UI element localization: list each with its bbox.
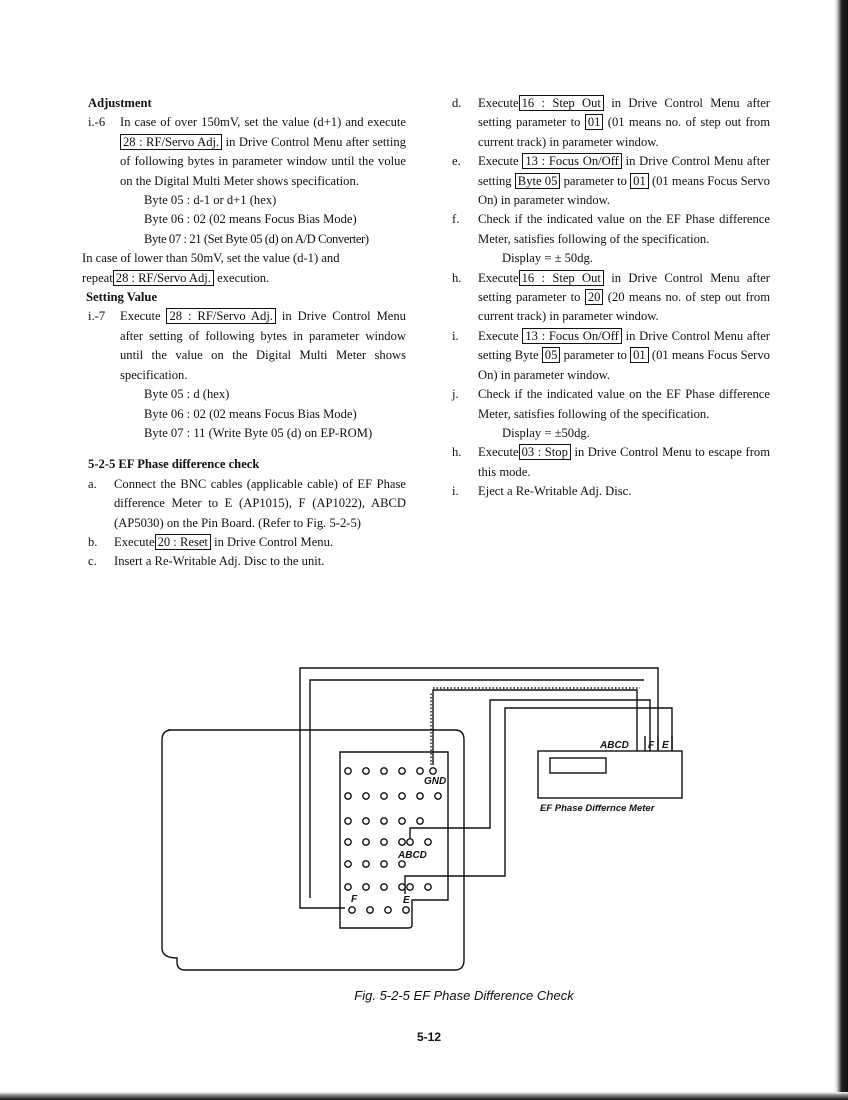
- step-label: i.-6: [88, 115, 106, 130]
- step-text-pre: Execute: [478, 154, 519, 169]
- step-h: [452, 269, 770, 327]
- figure-caption: Fig. 5-2-5 EF Phase Difference Check: [354, 988, 574, 1003]
- pin-hole: [381, 793, 387, 799]
- pin-hole: [381, 818, 387, 824]
- pin-hole: [407, 884, 413, 890]
- step-text-mid: in Drive Control Menu after setting Byte: [478, 328, 770, 363]
- pin-hole: [381, 768, 387, 774]
- step-text-pre: Execute: [478, 445, 519, 460]
- pin-hole: [403, 907, 409, 913]
- lower-line: In case of lower than 50mV, set the value (d-1) and: [82, 251, 340, 266]
- parameter-box: 01: [630, 347, 649, 363]
- cable-abcd: [410, 700, 650, 842]
- command-box: 20 : Reset: [155, 534, 211, 550]
- step-text-post: in Drive Control Menu to escape from this mode.: [478, 445, 770, 479]
- command-box: 28 : RF/Servo Adj.: [120, 134, 222, 150]
- step-label: b.: [88, 534, 98, 549]
- byte-line: Byte 06 : 02 (02 means Focus Bias Mode): [144, 406, 357, 421]
- pin-hole: [345, 768, 351, 774]
- step-label: f.: [452, 212, 460, 227]
- step-i7: [88, 307, 406, 385]
- pin-hole: [425, 884, 431, 890]
- cable-e: [405, 708, 672, 894]
- step-label: a.: [88, 476, 97, 491]
- step-text-post: (20 means no. of step out from current track) in parameter window.: [478, 290, 770, 324]
- pin-hole: [399, 768, 405, 774]
- step-text: Insert a Re-Writable Adj. Disc to the unit.: [114, 554, 325, 569]
- command-box: 13 : Focus On/Off: [522, 328, 622, 344]
- step-label: d.: [452, 96, 462, 110]
- pin-hole: [435, 793, 441, 799]
- pin-hole: [345, 861, 351, 867]
- lower-post: execution.: [217, 270, 270, 285]
- step-a: [88, 475, 406, 533]
- pin-hole: [363, 793, 369, 799]
- lower-pre: repeat: [82, 270, 113, 285]
- parameter-box: 01: [585, 114, 604, 130]
- step-label: e.: [452, 154, 461, 169]
- pin-hole: [399, 793, 405, 799]
- step-text: [114, 533, 406, 552]
- step-b: [88, 533, 406, 552]
- gnd-pin-label: GND: [424, 776, 447, 787]
- pin-hole: [381, 861, 387, 867]
- pin-hole: [345, 839, 351, 845]
- step-i6: [88, 113, 406, 191]
- step-label: h.: [452, 445, 462, 460]
- step-label: i.: [452, 484, 459, 499]
- lower-line-2: [82, 269, 406, 288]
- pin-hole: [417, 818, 423, 824]
- right-column: [452, 94, 770, 502]
- step-text-mid: in Drive Control Menu after setting parameter to: [478, 96, 771, 130]
- command-box: 28 : RF/Servo Adj.: [113, 270, 214, 286]
- pin-hole: [363, 861, 369, 867]
- step-i: [452, 327, 770, 385]
- cable-f: [300, 668, 658, 908]
- byte-line: Byte 05 : d-1 or d+1 (hex): [144, 193, 277, 208]
- pin-hole: [363, 884, 369, 890]
- step-e: [452, 152, 770, 210]
- pin-holes: [345, 768, 441, 913]
- step-text-pre: Execute: [478, 328, 519, 343]
- pin-hole: [430, 768, 436, 774]
- step-text-post: in Drive Control Menu.: [214, 534, 334, 549]
- pin-hole: [417, 768, 423, 774]
- meter-e-label: E: [662, 740, 669, 751]
- step-d: [452, 94, 770, 152]
- parameter-box: 20: [585, 289, 604, 305]
- abcd-pin-label: ABCD: [398, 850, 427, 861]
- step-label: c.: [88, 554, 97, 569]
- page-number: 5-12: [416, 1030, 442, 1044]
- command-box: 28 : RF/Servo Adj.: [166, 308, 275, 324]
- pin-area-outline: [340, 752, 448, 928]
- step-text-pre: In case of over 150mV, set the value (d+1) and execute: [120, 115, 406, 130]
- pin-hole: [385, 907, 391, 913]
- pin-hole: [367, 907, 373, 913]
- step-text: Eject a Re-Writable Adj. Disc.: [478, 484, 632, 499]
- step-text: [478, 94, 770, 152]
- step-label: j.: [452, 387, 459, 402]
- pin-hole: [407, 839, 413, 845]
- step-text-post: (01 means Focus Servo On) in parameter window.: [478, 173, 770, 208]
- step-text-mid: in Drive Control Menu after setting: [478, 154, 770, 188]
- step-text: [120, 307, 406, 385]
- step-text: [478, 327, 770, 385]
- step-label: i.: [452, 328, 459, 343]
- pin-hole: [349, 907, 355, 913]
- byte-line: Byte 07 : 11 (Write Byte 05 (d) on EP-ROM): [144, 425, 373, 440]
- step-label: h.: [452, 270, 462, 285]
- pin-hole: [417, 793, 423, 799]
- pin-hole: [363, 768, 369, 774]
- pin-hole: [399, 884, 405, 890]
- step-text-mid: in Drive Control Menu after setting parameter to: [478, 270, 771, 305]
- pin-hole: [399, 861, 405, 867]
- pin-hole: [399, 818, 405, 824]
- f-pin-label: F: [351, 894, 358, 905]
- left-column: [82, 94, 406, 572]
- pin-hole: [381, 839, 387, 845]
- pin-hole: [345, 793, 351, 799]
- pin-hole: [425, 839, 431, 845]
- step-c: [88, 552, 406, 571]
- pin-hole: [363, 818, 369, 824]
- step-text-post: in Drive Control Menu after setting of following bytes in parameter window until the value on the Digital Multi Meter shows specification.: [120, 309, 406, 382]
- byte-line: Byte 05 : d (hex): [144, 387, 230, 402]
- step-f: [452, 210, 770, 249]
- command-box: 16 : Step Out: [519, 95, 604, 111]
- step-text-mid: parameter to: [563, 173, 627, 188]
- meter-abcd-label: ABCD: [600, 740, 629, 751]
- pin-hole: [345, 884, 351, 890]
- meter-box: [538, 751, 682, 798]
- step-text: Check if the indicated value on the EF Phase difference Meter, satisfies following of the specification.: [478, 212, 770, 246]
- step-text-post: (01 means Focus Servo On) in parameter window.: [478, 348, 770, 382]
- step-text: [478, 443, 770, 482]
- step-j: [452, 385, 770, 424]
- step-text-mid: parameter to: [563, 348, 627, 363]
- pin-hole: [381, 884, 387, 890]
- command-box: 03 : Stop: [519, 444, 571, 460]
- step-text: [478, 152, 770, 210]
- pin-hole: [399, 839, 405, 845]
- display-spec: Display = ±50dg.: [502, 425, 590, 440]
- meter-name-label: EF Phase Differnce Meter: [540, 803, 655, 814]
- pin-board-outline: [162, 730, 464, 970]
- adjustment-heading: Adjustment: [88, 96, 152, 110]
- parameter-box: 01: [630, 173, 649, 189]
- setting-value-heading: Setting Value: [86, 290, 158, 305]
- step-i2: [452, 482, 770, 501]
- step-text-pre: Execute: [114, 534, 155, 549]
- byte-line: Byte 06 : 02 (02 means Focus Bias Mode): [144, 212, 357, 227]
- step-text-pre: Execute: [478, 270, 519, 285]
- meter-display: [550, 758, 606, 773]
- byte-line: Byte 07 : 21 (Set Byte 05 (d) on A/D Converter): [144, 231, 369, 246]
- pin-hole: [345, 818, 351, 824]
- step-text-post: in Drive Control Menu after setting of following bytes in parameter window until the volue on the Digital Multi Meter shows specification.: [120, 134, 406, 188]
- step-text-pre: Execute: [478, 96, 519, 110]
- step-text: [120, 113, 406, 191]
- cable-e-outer: [310, 680, 644, 898]
- parameter-box: 05: [542, 347, 561, 363]
- section-heading: 5-2-5 EF Phase difference check: [88, 457, 260, 472]
- display-spec: Display = ± 50dg.: [502, 251, 593, 266]
- step-label: i.-7: [88, 309, 106, 324]
- step-text-pre: Execute: [120, 309, 161, 324]
- page-bottom-shadow: [0, 1092, 848, 1100]
- step-text: [478, 269, 770, 327]
- command-box: 13 : Focus On/Off: [522, 153, 622, 169]
- step-text: Check if the indicated value on the EF Phase difference Meter, satisfies following of the specification.: [478, 387, 770, 421]
- step-text-post: (01 means no. of step out from current track) in parameter window.: [478, 115, 770, 149]
- meter-f-label: F: [648, 740, 655, 751]
- step-text: Connect the BNC cables (applicable cable) of EF Phase difference Meter to E (AP1015), F (AP1022), ABCD (AP5030) on the Pin Board. (Refer to Fig. 5-2-5): [114, 476, 406, 530]
- parameter-box: Byte 05: [515, 173, 561, 189]
- e-pin-label: E: [403, 895, 410, 906]
- step-h2: [452, 443, 770, 482]
- page-edge-shadow: [834, 0, 848, 1100]
- pin-hole: [363, 839, 369, 845]
- cable-gnd: [433, 690, 637, 765]
- command-box: 16 : Step Out: [519, 270, 604, 286]
